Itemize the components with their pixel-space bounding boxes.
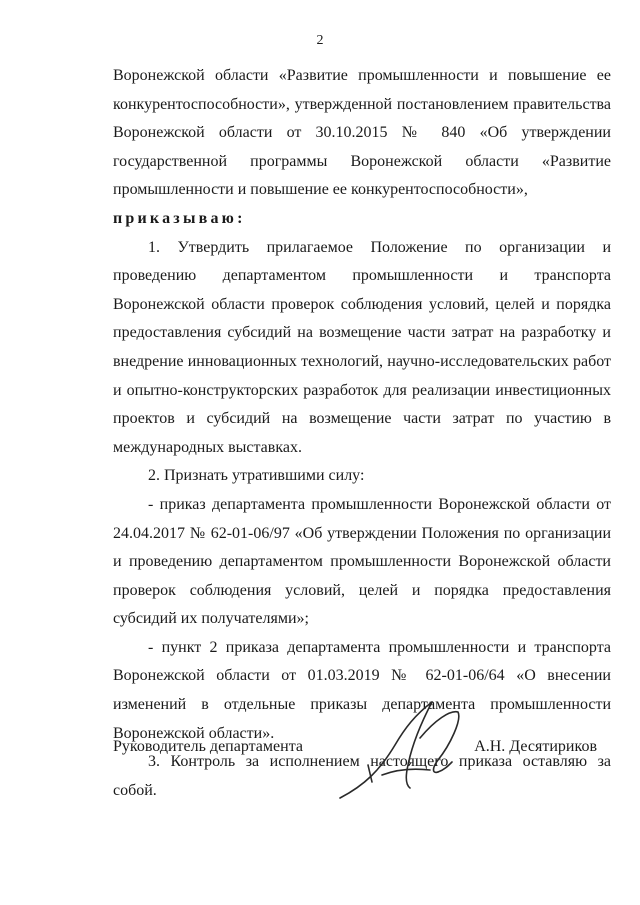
paragraph-item-3: 3. Контроль за исполнением настоящего приказа оставляю за собой. — [113, 753, 611, 799]
paragraph-item-2: 2. Признать утратившими силу: — [148, 467, 365, 485]
signer-title: Руководитель департамента — [113, 738, 303, 755]
paragraph-item-1: 1. Утвердить прилагаемое Положение по организации и проведению департаментом промышленности и транспорта Воронежской области проверок соблюдения условий, целей и порядка предоставления субсидий на возмещение части затрат на разработку и внедрение инновационных технологий, научно-исследовательских работ и опытно-конструкторских разработок для реализации инвестиционных проектов и субсидий на возмещение части затрат по участию в международных выставках. — [113, 238, 611, 456]
signer-name: А.Н. Десятириков — [474, 738, 597, 755]
paragraph-item-2-b: - пункт 2 приказа департамента промышленности и транспорта Воронежской области от 01.03.2019 № 62-01-06/64 «О внесении изменений в отдельные приказы департамента промышленности Воронежской области». — [113, 638, 611, 742]
order-word — [113, 205, 611, 234]
page-number: 2 — [316, 33, 324, 48]
paragraph-intro: Воронежской области «Развитие промышленности и повышение ее конкурентоспособности», утвержденной постановлением правительства Воронежской области от 30.10.2015 № 840 «Об утверждении государственной программы Воронежской области «Развитие промышленности и повышение ее конкурентоспособности», — [113, 67, 611, 199]
order-word-text: приказываю: — [113, 209, 246, 227]
handwritten-signature-icon — [320, 690, 470, 810]
paragraph-item-2-a: - приказ департамента промышленности Воронежской области от 24.04.2017 № 62-01-06/97 «Об утверждении Положения по организации и проведению департаментом промышленности Воронежской области проверок соблюдения условий, целей и порядка предоставления субсидий их получателями»; — [113, 495, 611, 628]
